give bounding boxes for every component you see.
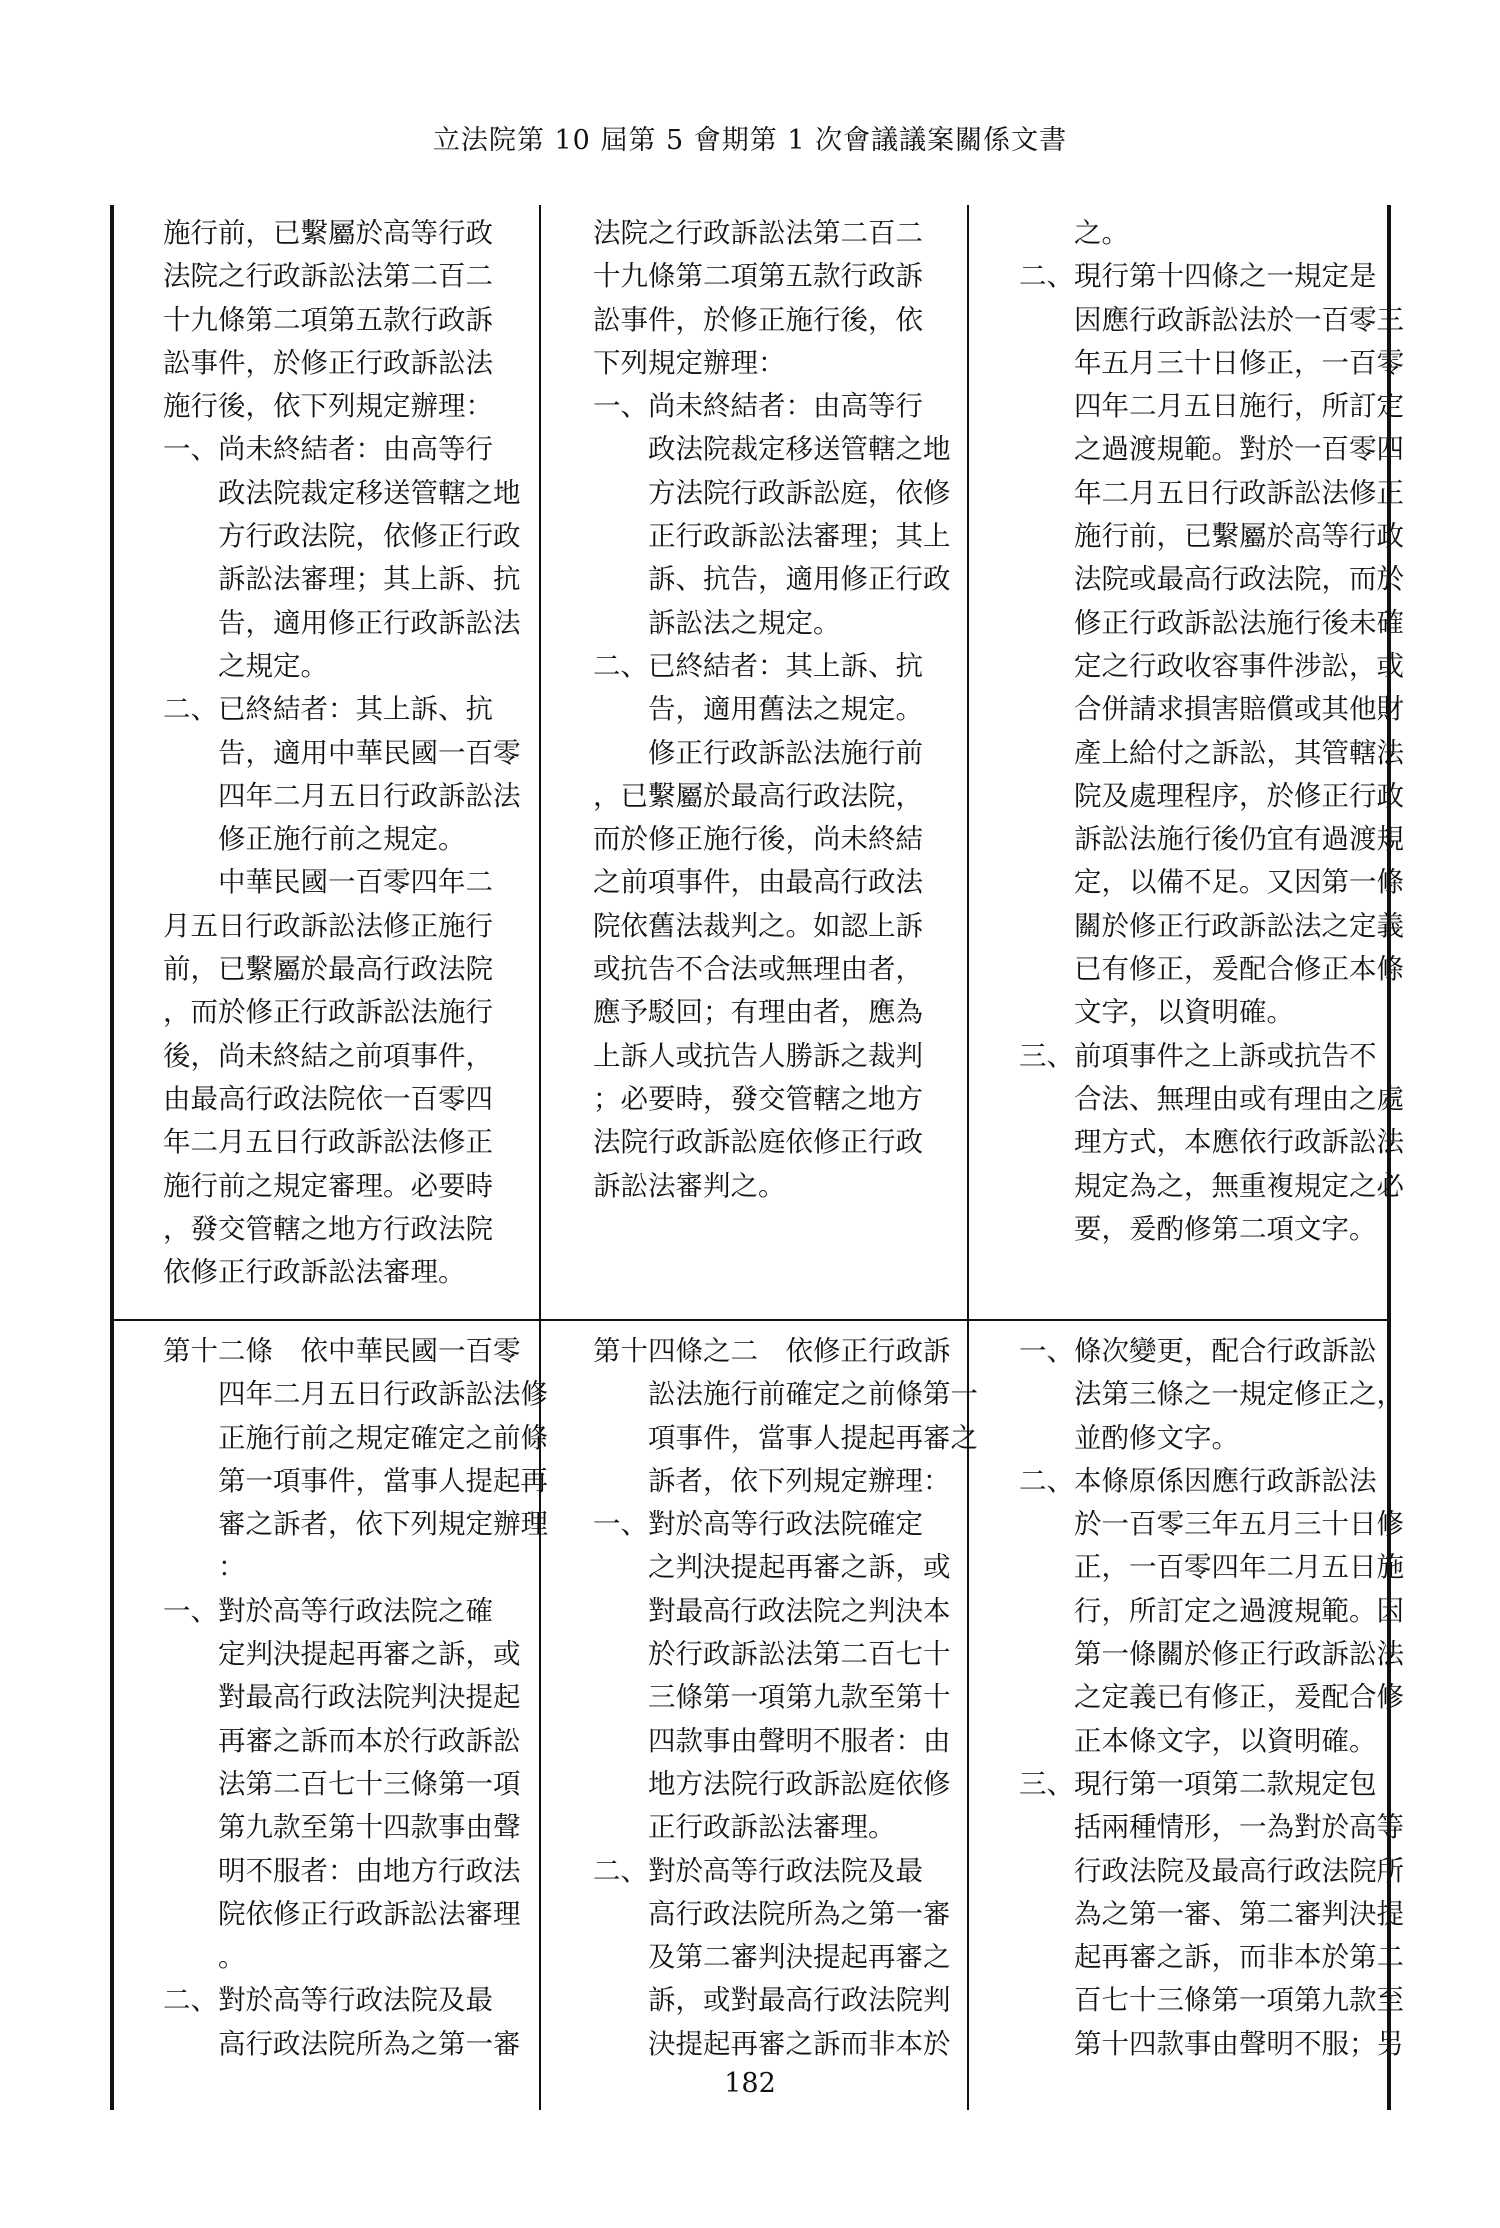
text-line: 理方式，本應依行政訴訟法 xyxy=(1074,1126,1404,1159)
text-line: 地方法院行政訴訟庭依修 xyxy=(648,1767,951,1800)
text-line: 訟法施行前確定之前條第一 xyxy=(648,1378,978,1411)
text-line: 之。 xyxy=(1074,217,1129,249)
page-number: 182 xyxy=(724,2068,776,2099)
text-line: ： xyxy=(218,1551,246,1584)
text-line: 定判決提起再審之訴，或 xyxy=(218,1638,521,1671)
text-line: 產上給付之訴訟，其管轄法 xyxy=(1074,736,1404,769)
text-line: 訴、抗告，適用修正行政 xyxy=(648,563,951,596)
text-line: 或抗告不合法或無理由者， xyxy=(593,953,923,986)
text-line: 上訴人或抗告人勝訴之裁判 xyxy=(593,1039,923,1072)
text-line: ，而於修正行政訴訟法施行 xyxy=(163,996,493,1029)
text-line: 及第二審判決提起再審之 xyxy=(648,1941,951,1974)
text-line: 法院之行政訴訟法第二百二 xyxy=(593,217,923,249)
text-line: 第十四款事由聲明不服；另 xyxy=(1074,2027,1404,2060)
text-line: 施行前之規定審理。必要時 xyxy=(163,1169,493,1202)
text-line: 一、對於高等行政法院之確 xyxy=(163,1594,493,1627)
text-line: 已有修正，爰配合修正本條 xyxy=(1074,953,1404,986)
text-line: 告，適用舊法之規定。 xyxy=(648,693,923,726)
text-line: 法第二百七十三條第一項 xyxy=(218,1767,521,1800)
text-line: 一、尚未終結者：由高等行 xyxy=(593,390,923,423)
text-line: 四年二月五日行政訴訟法修 xyxy=(218,1378,548,1411)
text-line: 二、已終結者：其上訴、抗 xyxy=(593,649,923,682)
document-header: 立法院第 10 屆第 5 會期第 1 次會議議案關係文書 xyxy=(432,125,1068,156)
text-line: 訴，或對最高行政法院判 xyxy=(648,1984,951,2017)
text-line: 合併請求損害賠償或其他財 xyxy=(1074,693,1404,726)
text-line: 四年二月五日行政訴訟法 xyxy=(218,779,521,812)
text-line: 法院行政訴訟庭依修正行政 xyxy=(593,1126,923,1159)
text-line: 定之行政收容事件涉訟，或 xyxy=(1074,649,1404,682)
text-line: 審之訴者，依下列規定辦理 xyxy=(218,1508,548,1541)
text-line: 後，尚未終結之前項事件， xyxy=(163,1039,493,1072)
text-line: 訟事件，於修正行政訴訟法 xyxy=(163,346,493,379)
text-line: ，已繫屬於最高行政法院， xyxy=(593,779,923,812)
text-line: 院及處理程序，於修正行政 xyxy=(1074,779,1404,812)
table-cell xyxy=(1019,1330,1404,2066)
text-line: 一、尚未終結者：由高等行 xyxy=(163,433,493,466)
text-line: 應予駁回；有理由者，應為 xyxy=(593,996,923,1029)
table-cell xyxy=(1019,212,1404,1251)
text-line: 於一百零三年五月三十日修 xyxy=(1074,1508,1404,1541)
text-line: 訴訟法施行後仍宜有過渡規 xyxy=(1074,823,1404,856)
text-line: 前，已繫屬於最高行政法院 xyxy=(163,953,493,986)
text-line: 百七十三條第一項第九款至 xyxy=(1074,1984,1404,2017)
text-line: 於行政訴訟法第二百七十 xyxy=(648,1638,951,1671)
text-line: 之前項事件，由最高行政法 xyxy=(593,866,923,899)
text-line: 告，適用中華民國一百零 xyxy=(218,736,521,769)
text-line: 之定義已有修正，爰配合修 xyxy=(1074,1681,1404,1714)
text-line: ，發交管轄之地方行政法院 xyxy=(163,1212,493,1245)
text-line: 對最高行政法院判決提起 xyxy=(218,1681,521,1714)
text-line: 施行前，已繫屬於高等行政 xyxy=(163,217,493,249)
text-line: 年五月三十日修正，一百零 xyxy=(1074,346,1404,379)
text-line: 高行政法院所為之第一審 xyxy=(648,1897,951,1930)
text-line: 項事件，當事人提起再審之 xyxy=(648,1421,978,1454)
text-line: 三條第一項第九款至第十 xyxy=(648,1681,951,1714)
text-line: 合法、無理由或有理由之處 xyxy=(1074,1082,1404,1115)
text-line: 訴訟法審理；其上訴、抗 xyxy=(218,563,521,596)
text-line: 。 xyxy=(218,1941,246,1974)
table-cell xyxy=(593,212,951,1208)
text-line: 法院之行政訴訟法第二百二 xyxy=(163,260,493,293)
text-line: 年二月五日行政訴訟法修正 xyxy=(1074,476,1404,509)
table-cell xyxy=(593,1330,978,2066)
text-line: 依修正行政訴訟法審理。 xyxy=(163,1256,466,1289)
text-line: 十九條第二項第五款行政訴 xyxy=(593,260,923,293)
text-line: 修正行政訴訟法施行前 xyxy=(648,736,923,769)
text-line: 一、對於高等行政法院確定 xyxy=(593,1508,923,1541)
text-line: 為之第一審、第二審判決提 xyxy=(1074,1897,1404,1930)
text-line: 四年二月五日施行，所訂定 xyxy=(1074,390,1404,423)
text-line: 起再審之訴，而非本於第二 xyxy=(1074,1941,1404,1974)
text-line: 方法院行政訴訟庭，依修 xyxy=(648,476,951,509)
text-line: 二、對於高等行政法院及最 xyxy=(163,1984,493,2017)
text-line: 訴者，依下列規定辦理： xyxy=(648,1464,951,1497)
text-line: 之判決提起再審之訴，或 xyxy=(648,1551,951,1584)
text-line: 規定為之，無重複規定之必 xyxy=(1074,1169,1404,1202)
text-line: 一、條次變更，配合行政訴訟 xyxy=(1019,1335,1377,1367)
text-line: 三、現行第一項第二款規定包 xyxy=(1019,1767,1377,1800)
text-line: 下列規定辦理： xyxy=(593,346,786,379)
text-line: 二、現行第十四條之一規定是 xyxy=(1019,260,1377,293)
text-line: 施行後，依下列規定辦理： xyxy=(163,390,493,423)
text-line: 再審之訴而本於行政訴訟 xyxy=(218,1724,521,1757)
text-line: 要，爰酌修第二項文字。 xyxy=(1074,1212,1377,1245)
text-line: 而於修正施行後，尚未終結 xyxy=(593,823,923,856)
text-line: 月五日行政訴訟法修正施行 xyxy=(163,909,493,942)
text-line: 並酌修文字。 xyxy=(1074,1421,1239,1454)
text-line: 行，所訂定之過渡規範。因 xyxy=(1074,1594,1404,1627)
text-line: 文字，以資明確。 xyxy=(1074,996,1294,1029)
text-line: 正本條文字，以資明確。 xyxy=(1074,1724,1377,1757)
text-line: 由最高行政法院依一百零四 xyxy=(163,1082,493,1115)
text-line: 三、前項事件之上訴或抗告不 xyxy=(1019,1039,1377,1072)
text-line: 決提起再審之訴而非本於 xyxy=(648,2027,951,2060)
text-line: 括兩種情形，一為對於高等 xyxy=(1074,1811,1404,1844)
text-line: 正施行前之規定確定之前條 xyxy=(218,1421,548,1454)
text-line: 二、本條原係因應行政訴訟法 xyxy=(1019,1464,1377,1497)
column-rule xyxy=(110,205,114,2110)
text-line: 第一項事件，當事人提起再 xyxy=(218,1464,548,1497)
text-line: 二、已終結者：其上訴、抗 xyxy=(163,693,493,726)
text-line: ；必要時，發交管轄之地方 xyxy=(593,1082,923,1115)
text-line: 訴訟法之規定。 xyxy=(648,606,841,639)
text-line: 政法院裁定移送管轄之地 xyxy=(218,476,521,509)
text-line: 第九款至第十四款事由聲 xyxy=(218,1811,521,1844)
text-line: 年二月五日行政訴訟法修正 xyxy=(163,1126,493,1159)
text-line: 修正施行前之規定。 xyxy=(218,823,466,856)
text-line: 訴訟法審判之。 xyxy=(593,1169,786,1202)
text-line: 關於修正行政訴訟法之定義 xyxy=(1074,909,1404,942)
text-line: 高行政法院所為之第一審 xyxy=(218,2027,521,2060)
text-line: 施行前，已繫屬於高等行政 xyxy=(1074,520,1404,553)
text-line: 四款事由聲明不服者：由 xyxy=(648,1724,951,1757)
text-line: 十九條第二項第五款行政訴 xyxy=(163,303,493,336)
text-line: 法院或最高行政法院，而於 xyxy=(1074,563,1404,596)
text-line: 院依修正行政訴訟法審理 xyxy=(218,1897,521,1930)
text-line: 之規定。 xyxy=(218,649,328,682)
text-line: 對最高行政法院之判決本 xyxy=(648,1594,951,1627)
text-line: 方行政法院，依修正行政 xyxy=(218,520,521,553)
text-line: 修正行政訴訟法施行後未確 xyxy=(1074,606,1404,639)
text-line: 正行政訴訟法審理；其上 xyxy=(648,520,951,553)
text-line: 法第三條之一規定修正之， xyxy=(1074,1378,1404,1411)
text-line: 行政法院及最高行政法院所 xyxy=(1074,1854,1404,1887)
text-line: 第十二條 依中華民國一百零 xyxy=(163,1335,521,1367)
text-line: 二、對於高等行政法院及最 xyxy=(593,1854,923,1887)
text-line: 第一條關於修正行政訴訟法 xyxy=(1074,1638,1404,1671)
text-line: 因應行政訴訟法於一百零三 xyxy=(1074,303,1404,336)
text-line: 政法院裁定移送管轄之地 xyxy=(648,433,951,466)
text-line: 中華民國一百零四年二 xyxy=(218,866,493,899)
text-line: 告，適用修正行政訴訟法 xyxy=(218,606,521,639)
text-line: 明不服者：由地方行政法 xyxy=(218,1854,521,1887)
text-line: 正，一百零四年二月五日施 xyxy=(1074,1551,1404,1584)
table-cell xyxy=(163,1330,548,2066)
text-line: 訟事件，於修正施行後，依 xyxy=(593,303,923,336)
text-line: 定，以備不足。又因第一條 xyxy=(1074,866,1404,899)
text-line: 之過渡規範。對於一百零四 xyxy=(1074,433,1404,466)
row-rule xyxy=(112,1319,1389,1321)
text-line: 第十四條之二 依修正行政訴 xyxy=(593,1335,951,1367)
text-line: 院依舊法裁判之。如認上訴 xyxy=(593,909,923,942)
text-line: 正行政訴訟法審理。 xyxy=(648,1811,896,1844)
table-cell xyxy=(163,212,521,1294)
